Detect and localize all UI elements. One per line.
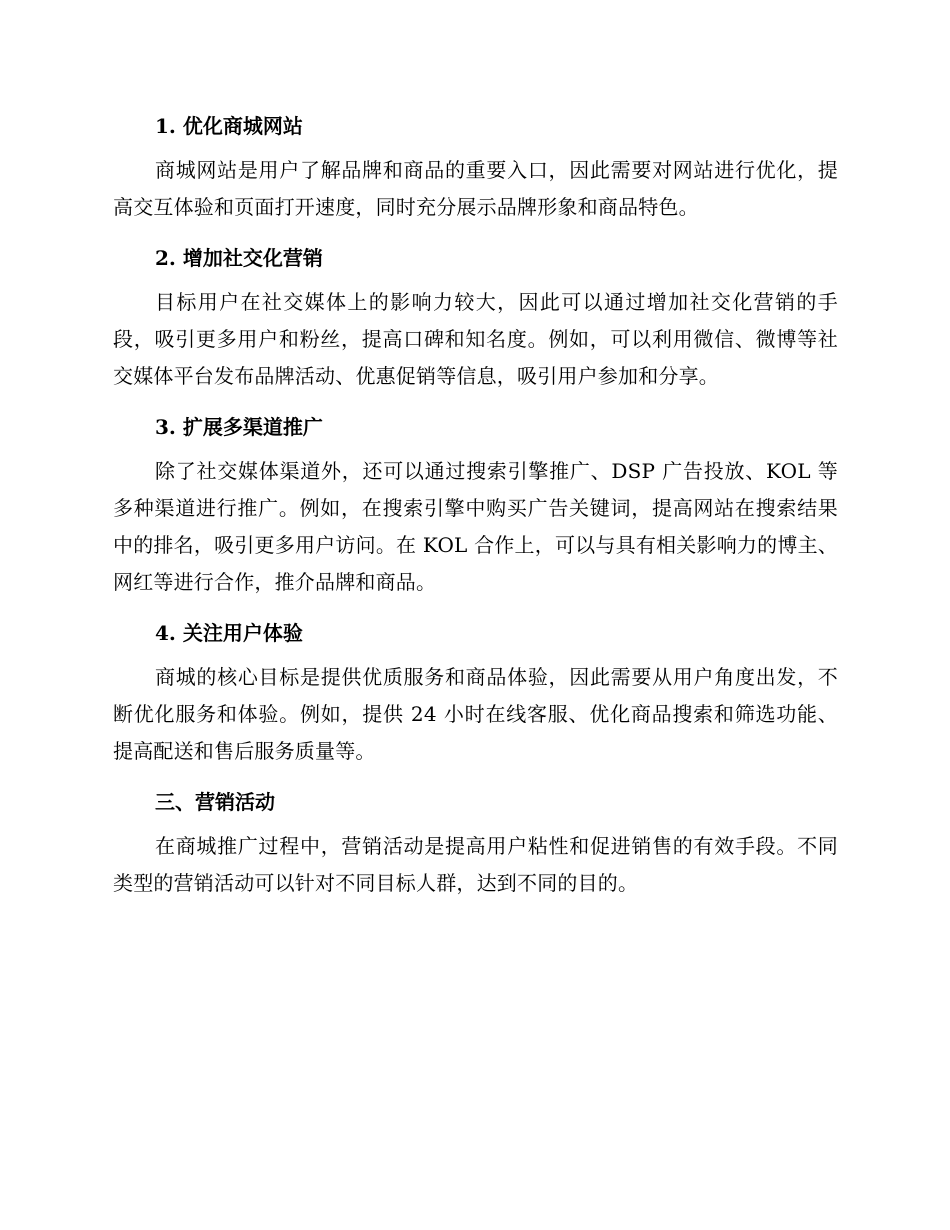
section-heading-2: 2. 增加社交化营销 [155,246,323,270]
section-paragraph-4: 商城的核心目标是提供优质服务和商品体验，因此需要从用户角度出发，不断优化服务和体验。例如，提供 24 小时在线客服、优化商品搜索和筛选功能、提高配送和售后服务质量等。 [113,665,838,763]
section-heading-5: 三、营销活动 [155,790,275,814]
section-paragraph-2: 目标用户在社交媒体上的影响力较大，因此可以通过增加社交化营销的手段，吸引更多用户和粉丝，提高口碑和知名度。例如，可以利用微信、微博等社交媒体平台发布品牌活动、优惠促销等信息，吸引用户参加和分享。 [113,290,838,388]
section-heading-3: 3. 扩展多渠道推广 [155,415,323,439]
section-paragraph-1: 商城网站是用户了解品牌和商品的重要入口，因此需要对网站进行优化，提高交互体验和页面打开速度，同时充分展示品牌形象和商品特色。 [113,158,838,219]
section-heading-1: 1. 优化商城网站 [155,114,303,138]
section-heading-4: 4. 关注用户体验 [155,621,303,645]
section-paragraph-3: 除了社交媒体渠道外，还可以通过搜索引擎推广、DSP 广告投放、KOL 等多种渠道进行推广。例如，在搜索引擎中购买广告关键词，提高网站在搜索结果中的排名，吸引更多用户访问。在 KOL 合作上，可以与具有相关影响力的博主、网红等进行合作，推介品牌和商品。 [113,459,838,594]
document-page [113,108,838,916]
section-paragraph-5: 在商城推广过程中，营销活动是提高用户粘性和促进销售的有效手段。不同类型的营销活动可以针对不同目标人群，达到不同的目的。 [113,834,838,895]
